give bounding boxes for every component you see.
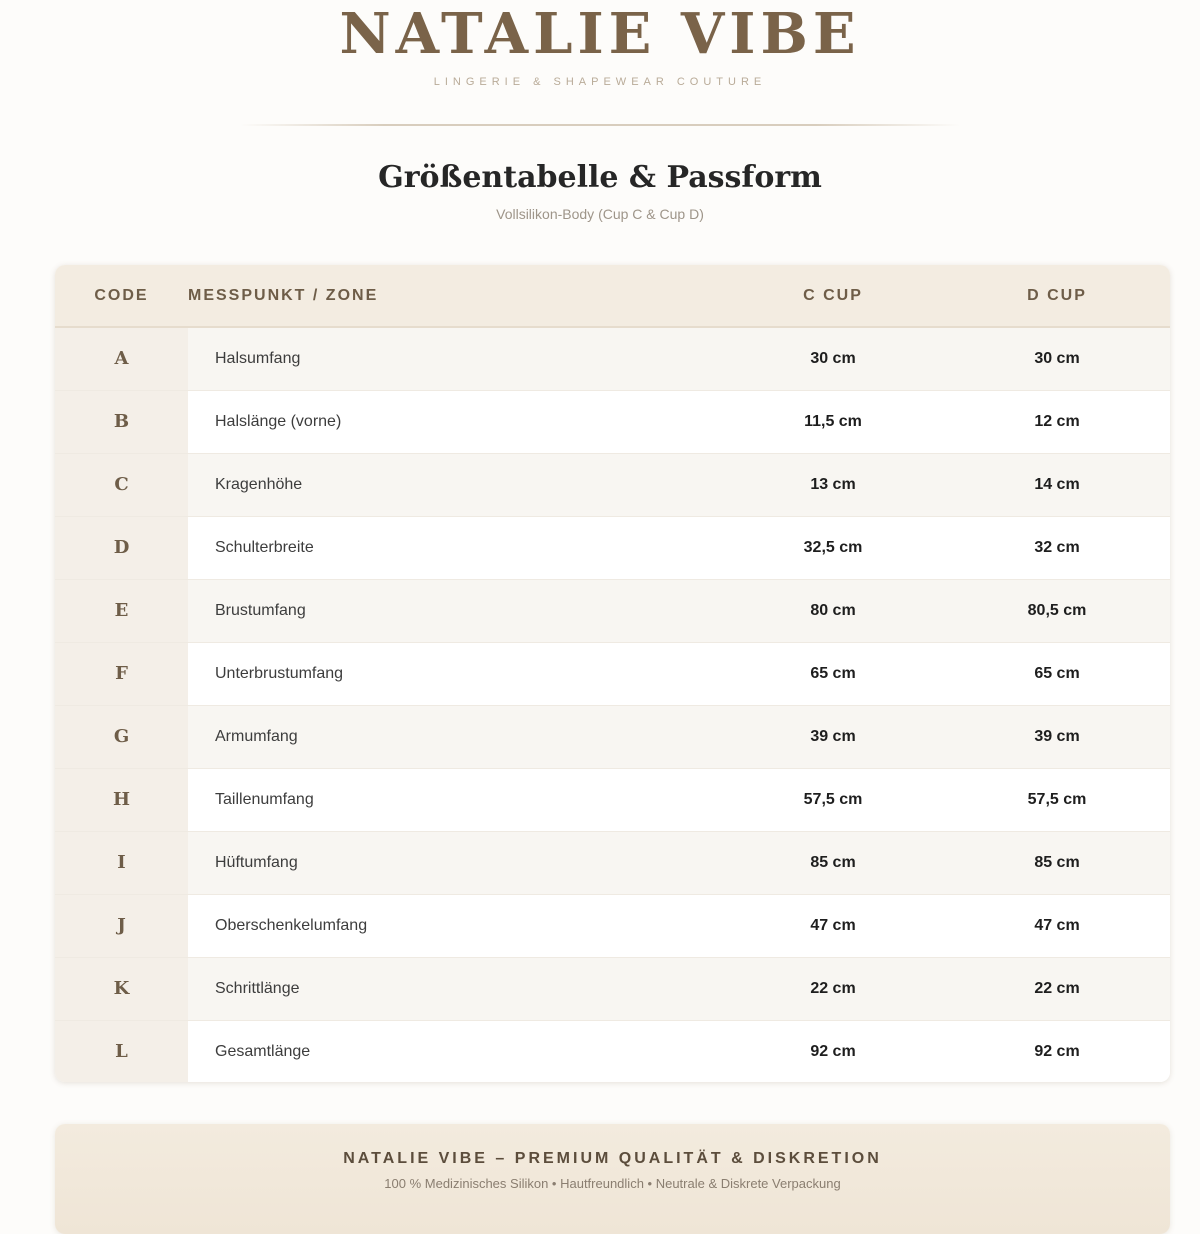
row-zone: Hüftumfang [188,831,722,894]
row-d-cup-value: 14 cm [944,453,1170,516]
row-c-cup-value: 13 cm [722,453,944,516]
row-zone: Schulterbreite [188,516,722,579]
row-d-cup-value: 22 cm [944,957,1170,1020]
brand-header [0,0,1200,88]
table-row [55,453,1170,516]
row-zone: Unterbrustumfang [188,642,722,705]
row-zone: Halslänge (vorne) [188,390,722,453]
row-code: A [55,327,188,390]
column-header-d-cup: D CUP [944,265,1170,327]
row-d-cup-value: 65 cm [944,642,1170,705]
row-c-cup-value: 65 cm [722,642,944,705]
row-zone: Halsumfang [188,327,722,390]
brand-tagline: LINGERIE & SHAPEWEAR COUTURE [433,76,767,88]
table-row [55,327,1170,390]
row-d-cup-value: 12 cm [944,390,1170,453]
footer-subtitle: 100 % Medizinisches Silikon • Hautfreundlich • Neutrale & Diskrete Verpackung [384,1176,841,1191]
row-code: J [55,894,188,957]
row-zone: Gesamtlänge [188,1020,722,1082]
table-row [55,768,1170,831]
row-zone: Oberschenkelumfang [188,894,722,957]
row-code: H [55,768,188,831]
table-row [55,1020,1170,1082]
row-d-cup-value: 80,5 cm [944,579,1170,642]
row-d-cup-value: 92 cm [944,1020,1170,1082]
row-c-cup-value: 85 cm [722,831,944,894]
row-d-cup-value: 32 cm [944,516,1170,579]
row-code: F [55,642,188,705]
row-c-cup-value: 11,5 cm [722,390,944,453]
row-code: G [55,705,188,768]
footer-title: NATALIE VIBE – PREMIUM QUALITÄT & DISKRETION [343,1150,882,1167]
row-zone: Schrittlänge [188,957,722,1020]
table-row [55,894,1170,957]
row-c-cup-value: 30 cm [722,327,944,390]
row-code: B [55,390,188,453]
row-d-cup-value: 30 cm [944,327,1170,390]
page-subtitle: Vollsilikon-Body (Cup C & Cup D) [496,206,704,222]
column-header-zone: MESSPUNKT / ZONE [188,265,722,327]
table-row [55,957,1170,1020]
row-zone: Taillenumfang [188,768,722,831]
row-c-cup-value: 57,5 cm [722,768,944,831]
row-d-cup-value: 39 cm [944,705,1170,768]
row-c-cup-value: 39 cm [722,705,944,768]
row-code: E [55,579,188,642]
column-header-c-cup: C CUP [722,265,944,327]
row-code: L [55,1020,188,1082]
row-code: I [55,831,188,894]
row-zone: Brustumfang [188,579,722,642]
table-row [55,642,1170,705]
row-c-cup-value: 22 cm [722,957,944,1020]
table-row [55,831,1170,894]
row-c-cup-value: 47 cm [722,894,944,957]
size-table [55,265,1170,1082]
row-d-cup-value: 85 cm [944,831,1170,894]
size-table-card [55,265,1170,1082]
row-zone: Armumfang [188,705,722,768]
row-c-cup-value: 92 cm [722,1020,944,1082]
row-code: K [55,957,188,1020]
header-divider [240,124,960,126]
table-row [55,390,1170,453]
table-header-row [55,265,1170,327]
row-d-cup-value: 47 cm [944,894,1170,957]
quality-footer [55,1124,1170,1234]
row-c-cup-value: 80 cm [722,579,944,642]
row-code: D [55,516,188,579]
table-row [55,579,1170,642]
row-code: C [55,453,188,516]
table-row [55,516,1170,579]
table-row [55,705,1170,768]
row-zone: Kragenhöhe [188,453,722,516]
page-title: Größentabelle & Passform [378,160,822,195]
row-c-cup-value: 32,5 cm [722,516,944,579]
brand-logo: NATALIE VIBE [339,1,861,67]
row-d-cup-value: 57,5 cm [944,768,1170,831]
column-header-code: CODE [55,265,188,327]
